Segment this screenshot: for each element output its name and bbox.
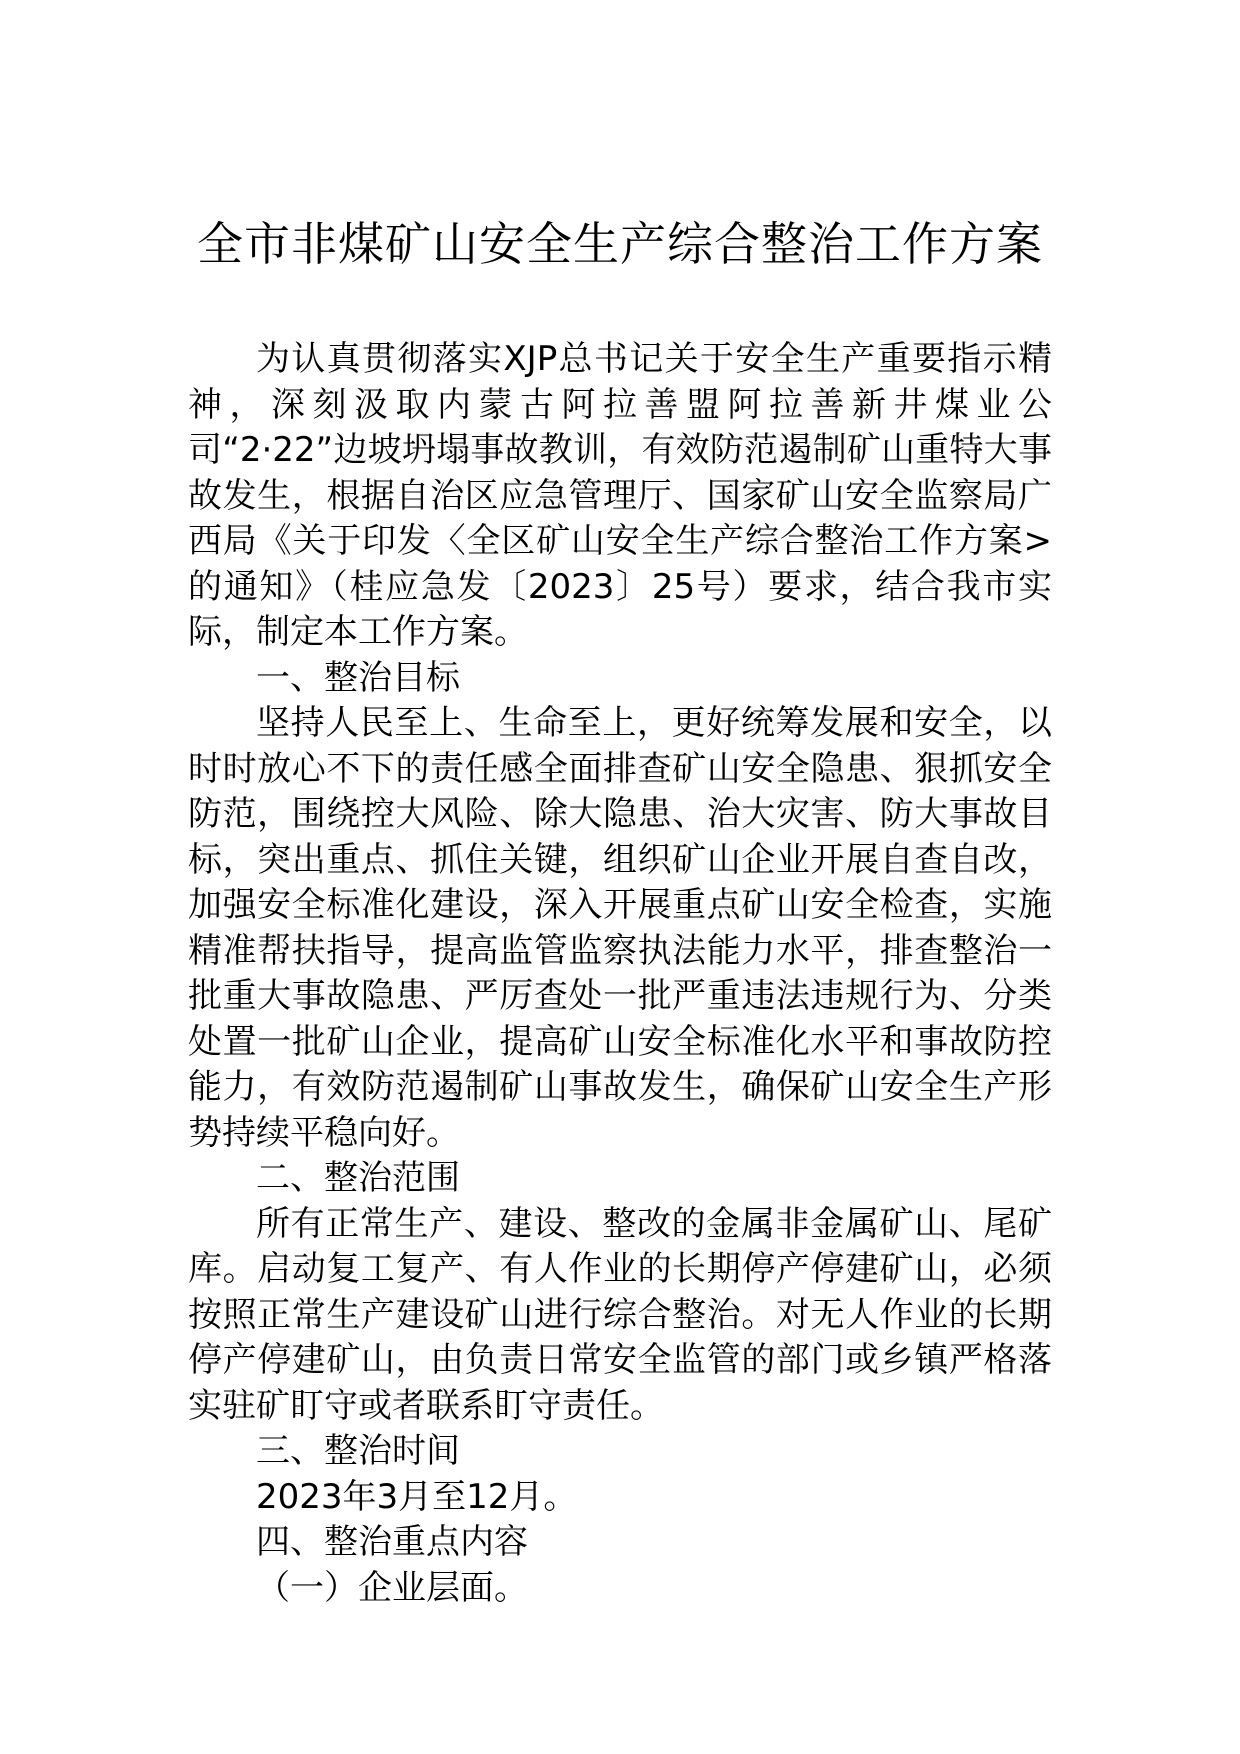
- goals-paragraph: 坚持人民至上、生命至上，更好统筹发展和安全，以时时放心不下的责任感全面排查矿山安全隐患、狠抓安全防范，围绕控大风险、除大隐患、治大灾害、防大事故目标，突出重点、抓住关键，组织矿山企业开展自查自改，加强安全标准化建设，深入开展重点矿山安全检查，实施精准帮扶指导，提高监管监察执法能力水平，排查整治一批重大事故隐患、严厉查处一批严重违法违规行为、分类处置一批矿山企业，提高矿山安全标准化水平和事故防控能力，有效防范遏制矿山事故发生，确保矿山安全生产形势持续平稳向好。: [188, 703, 1052, 1153]
- section-heading-content: 四、整治重点内容: [256, 1522, 528, 1562]
- time-paragraph: 2023年3月至12月。: [256, 1476, 578, 1517]
- document-title: 全市非煤矿山安全生产综合整治工作方案: [197, 217, 1043, 271]
- section-heading-scope: 二、整治范围: [256, 1158, 460, 1198]
- intro-paragraph: 为认真贯彻落实XJP总书记关于安全生产重要指示精神，深刻汲取内蒙古阿拉善盟阿拉善新井煤业公司“2·22”边坡坍塌事故教训，有效防范遏制矿山重特大事故发生，根据自治区应急管理厅、国家矿山安全监察局广西局《关于印发〈全区矿山安全生产综合整治工作方案>的通知》（桂应急发〔2023〕25号）要求，结合我市实际，制定本工作方案。: [188, 339, 1052, 652]
- section-heading-goals: 一、整治目标: [256, 657, 460, 698]
- scope-paragraph: 所有正常生产、建设、整改的金属非金属矿山、尾矿库。启动复工复产、有人作业的长期停产停建矿山，必须按照正常生产建设矿山进行综合整治。对无人作业的长期停产停建矿山，由负责日常安全监管的部门或乡镇严格落实驻矿盯守或者联系盯守责任。: [188, 1203, 1052, 1426]
- document-body: [188, 337, 1052, 1611]
- subsection-heading-enterprise: （一）企业层面。: [256, 1567, 528, 1608]
- section-heading-time: 三、整治时间: [256, 1431, 460, 1471]
